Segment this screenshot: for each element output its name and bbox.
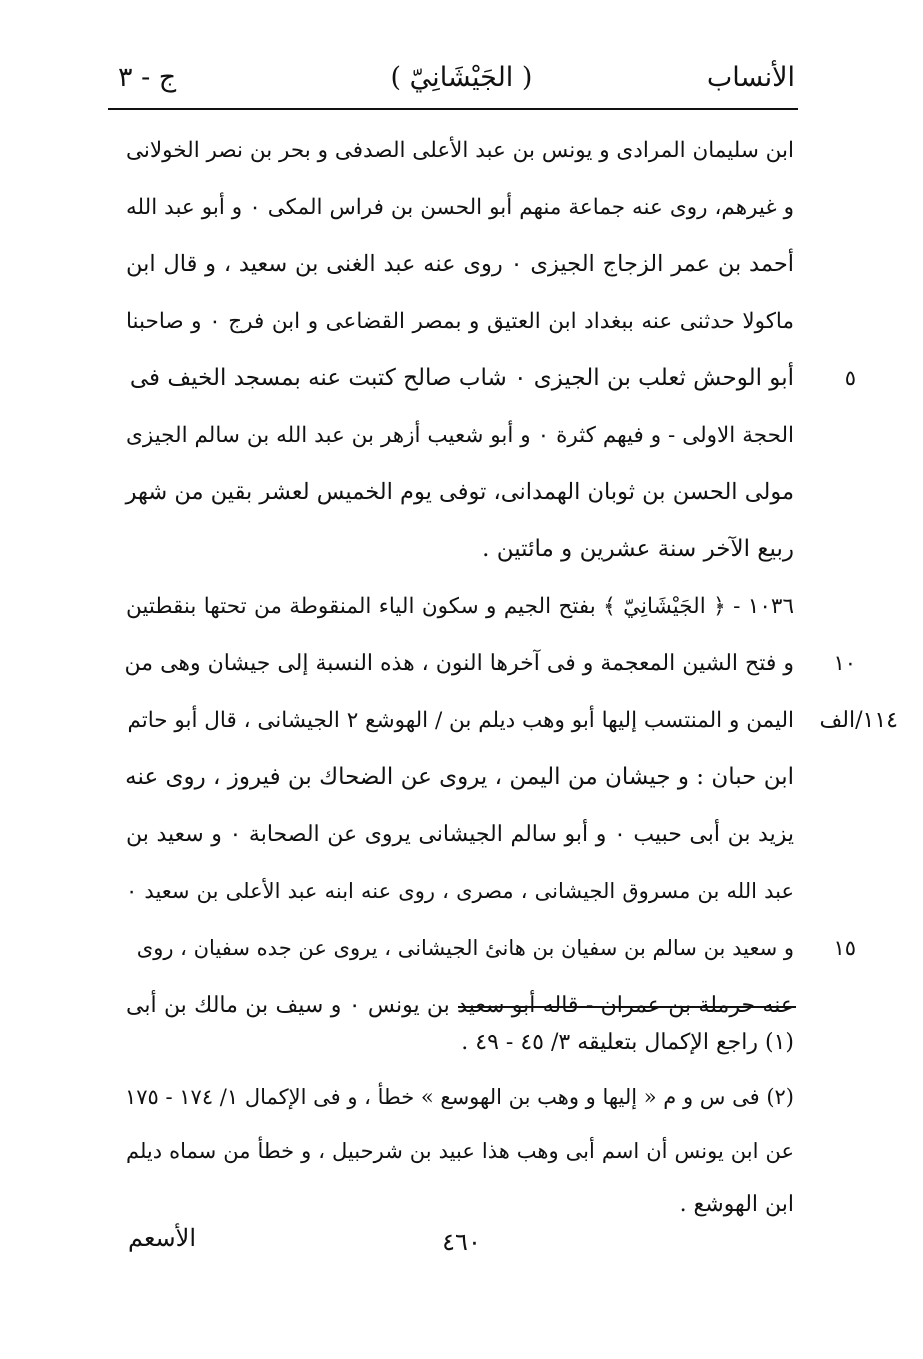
text-line: أبو الوحش ثعلب بن الجيزى ۰ شاب صالح كتبت عنه بمسجد الخيف فى <box>129 365 794 391</box>
footnote-line: (٢) فى س و م « إليها و وهب بن الهوسع » خطأ ، و فى الإكمال ١/ ١٧٤ - ١٧٥ <box>124 1085 794 1109</box>
line-number-5: ٥ <box>844 366 856 390</box>
text-line: و فتح الشين المعجمة و فى آخرها النون ، هذه النسبة إلى جيشان وهى من <box>124 651 794 676</box>
text-line: ابن حبان : و جيشان من اليمن ، يروى عن الضحاك بن فيروز ، روى عنه <box>125 764 794 790</box>
text-line: الحجة الاولى - و فيهم كثرة ۰ و أبو شعيب أزهر بن عبد الله بن سالم الجيزى <box>126 423 795 448</box>
text-line: يزيد بن أبى حبيب ۰ و أبو سالم الجيشانى يروى عن الصحابة ۰ و سعيد بن <box>126 822 794 847</box>
page-number: ٤٦٠ <box>442 1228 481 1256</box>
signature-mark: الأسعم <box>128 1224 197 1252</box>
footnote-rule <box>458 1006 796 1008</box>
volume-label: ج - ٣ <box>118 62 177 93</box>
footnote-line: (١) راجع الإكمال بتعليقه ٣/ ٤٥ - ٤٩ . <box>461 1030 794 1055</box>
footnote-line: عن ابن يونس أن اسم أبى وهب هذا عبيد بن شرحبيل ، و خطأ من سماه ديلم <box>126 1139 794 1163</box>
body-text <box>124 122 898 1034</box>
entry-heading-line: ١٠٣٦ - ﴿ الجَيْشَانِيّ ﴾ بفتح الجيم و سكون الياء المنقوطة من تحتها بنقطتين <box>126 594 794 619</box>
text-line: اليمن و المنتسب إليها أبو وهب ديلم بن / الهوشع ٢ الجيشانى ، قال أبو حاتم <box>127 708 794 733</box>
text-line: أحمد بن عمر الزجاج الجيزى ۰ روى عنه عبد الغنى بن سعيد ، و قال ابن <box>126 251 794 277</box>
text-line: عبد الله بن مسروق الجيشانى ، مصرى ، روى عنه ابنه عبد الأعلى بن سعيد ۰ <box>126 879 794 903</box>
entry-heading: ( الجَيْشَانِيّ ) <box>390 62 533 93</box>
line-number-15: ١٥ <box>833 936 856 960</box>
text-line-wrapper <box>124 635 856 692</box>
text-line: عنه حرملة بن عمران - قاله أبو سعيد بن يونس ۰ و سيف بن مالك بن أبى <box>126 993 794 1018</box>
line-number-10: ١٠ <box>833 651 856 675</box>
footnote-line: ابن الهوشع . <box>679 1192 794 1217</box>
text-line-wrapper <box>126 350 856 407</box>
footnotes <box>126 1016 794 1232</box>
text-line: ابن سليمان المرادى و يونس بن عبد الأعلى الصدفى و بحر بن نصر الخولانى <box>126 138 794 163</box>
text-line: ماكولا حدثنى عنه ببغداد ابن العتيق و بمصر القضاعى و ابن فرج ۰ و صاحبنا <box>126 309 794 334</box>
text-line-wrapper <box>126 692 898 749</box>
header-rule <box>108 108 798 110</box>
text-line: مولى الحسن بن ثوبان الهمدانى، توفى يوم الخميس لعشر بقين من شهر <box>125 479 794 505</box>
text-line: و غيرهم، روى عنه جماعة منهم أبو الحسن بن فراس المكى ۰ و أبو عبد الله <box>126 195 795 220</box>
folio-marker: ١١٤/الف <box>819 708 898 733</box>
text-line: و سعيد بن سالم بن سفيان بن هانئ الجيشانى ، يروى عن جده سفيان ، روى <box>136 936 794 960</box>
text-line: ربيع الآخر سنة عشرين و مائتين . <box>482 536 794 562</box>
text-line-wrapper <box>126 920 856 977</box>
running-title: الأنساب <box>706 62 795 93</box>
